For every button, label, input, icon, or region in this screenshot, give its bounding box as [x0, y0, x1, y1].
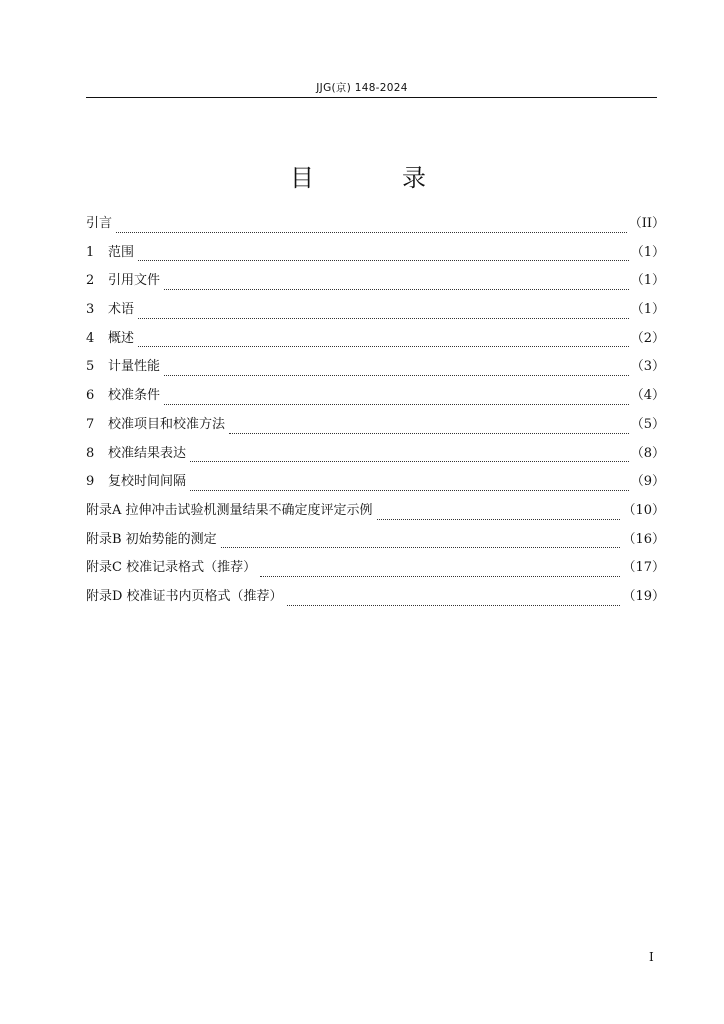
toc-entry-appendix-b[interactable] [86, 530, 665, 559]
toc-entry-label: 附录D 校准证书内页格式（推荐） [86, 588, 283, 604]
dot-leader [116, 231, 627, 233]
toc-entry-page: （10） [622, 502, 665, 518]
dot-leader [190, 489, 629, 491]
toc-entry-label: 引言 [86, 216, 113, 231]
toc-entry-page: （16） [622, 531, 665, 547]
toc-entry-label: 范围 [108, 244, 135, 260]
page-number: I [649, 950, 654, 964]
dot-leader [287, 604, 621, 606]
toc-entry-page: （3） [630, 359, 665, 375]
toc-entry-number: 6 [86, 388, 95, 404]
toc-entry-label: 术语 [108, 302, 135, 318]
toc-entry-appendix-d[interactable] [86, 587, 665, 616]
toc-entry-page: （1） [630, 273, 665, 289]
dot-leader [229, 432, 629, 434]
toc-entry-page: （1） [630, 302, 665, 318]
toc-entry-number: 1 [86, 244, 95, 260]
toc-entry-page: （19） [622, 588, 665, 604]
toc-entry-number: 3 [86, 302, 95, 318]
toc-entry-page: （2） [630, 330, 665, 346]
toc-entry-page: （1） [630, 244, 665, 260]
toc-entry-introduction[interactable] [86, 214, 665, 243]
toc-entry-results[interactable] [86, 444, 665, 473]
toc-entry-page: （9） [630, 474, 665, 490]
toc-entry-number: 9 [86, 474, 95, 490]
dot-leader [138, 259, 629, 261]
toc-entry-metrology[interactable] [86, 357, 665, 386]
toc-entry-number: 4 [86, 330, 95, 346]
toc-entry-interval[interactable] [86, 472, 665, 501]
header-rule [86, 97, 657, 98]
toc-entry-label: 附录C 校准记录格式（推荐） [86, 560, 257, 576]
dot-leader [190, 460, 629, 462]
toc-entry-references[interactable] [86, 271, 665, 300]
toc-entry-appendix-a[interactable] [86, 501, 665, 530]
toc-entry-page: （4） [630, 388, 665, 404]
toc-entry-label: 校准项目和校准方法 [108, 416, 226, 432]
toc-entry-label: 校准结果表达 [108, 445, 187, 461]
toc-entry-number: 7 [86, 416, 95, 432]
dot-leader [377, 518, 621, 520]
toc-list [86, 214, 665, 616]
toc-entry-label: 附录A 拉伸冲击试验机测量结果不确定度评定示例 [86, 502, 373, 518]
dot-leader [164, 374, 629, 376]
dot-leader [221, 546, 621, 548]
toc-entry-page: （17） [622, 560, 665, 576]
toc-entry-number: 5 [86, 359, 95, 375]
toc-entry-label: 概述 [108, 330, 135, 346]
toc-entry-page: （8） [630, 445, 665, 461]
toc-entry-scope[interactable] [86, 243, 665, 272]
toc-entry-appendix-c[interactable] [86, 558, 665, 587]
running-header: JJG(京) 148-2024 [316, 82, 408, 94]
dot-leader [138, 317, 629, 319]
toc-entry-label: 附录B 初始势能的测定 [86, 531, 217, 547]
toc-entry-conditions[interactable] [86, 386, 665, 415]
dot-leader [260, 575, 620, 577]
toc-entry-page: （II） [628, 216, 665, 231]
toc-entry-number: 2 [86, 273, 95, 289]
dot-leader [164, 288, 629, 290]
toc-entry-label: 校准条件 [108, 388, 161, 404]
toc-entry-label: 复校时间间隔 [108, 474, 187, 490]
dot-leader [164, 403, 629, 405]
dot-leader [138, 345, 629, 347]
toc-entry-page: （5） [630, 416, 665, 432]
toc-entry-number: 8 [86, 445, 95, 461]
toc-entry-label: 计量性能 [108, 359, 161, 375]
toc-title: 目 录 [290, 164, 458, 192]
toc-entry-methods[interactable] [86, 415, 665, 444]
toc-entry-overview[interactable] [86, 329, 665, 358]
toc-entry-label: 引用文件 [108, 273, 161, 289]
toc-entry-terms[interactable] [86, 300, 665, 329]
